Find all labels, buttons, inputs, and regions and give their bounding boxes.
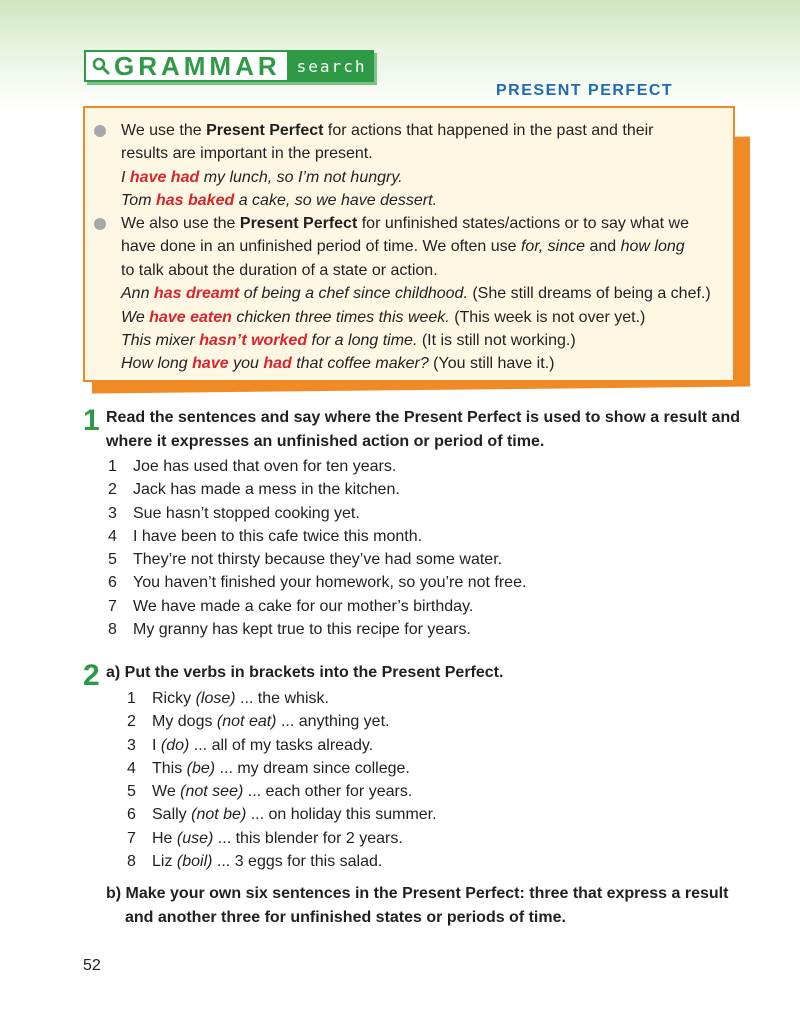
list-item: 5 They’re not thirsty because they’ve had some water. <box>108 551 503 569</box>
instruction-line: Read the sentences and say where the Present Perfect is used to show a result and <box>106 409 740 426</box>
list-item: 4 This (be) ... my dream since college. <box>127 759 410 777</box>
exercise-2-list <box>127 687 437 873</box>
list-item: 8 My granny has kept true to this recipe for years. <box>108 621 471 639</box>
magnifier-icon <box>92 57 110 75</box>
grammar-search-logo <box>84 50 374 82</box>
list-item: 7 We have made a cake for our mother’s birthday. <box>108 597 474 615</box>
rule-2-example-3: This mixer hasn’t worked for a long time. (It is still not working.) <box>121 332 576 350</box>
rule-2 <box>103 212 723 376</box>
rule-2-example-2: We have eaten chicken three times this week. (This week is not over yet.) <box>121 308 646 326</box>
exercise-1-number: 1 <box>83 404 100 437</box>
section-title: PRESENT PERFECT <box>496 82 674 99</box>
rule-1-example-2: Tom has baked a cake, so we have dessert. <box>121 192 438 210</box>
rule-2-line-3: to talk about the duration of a state or action. <box>121 261 438 279</box>
rule-2-line-2: have done in an unfinished period of time. We often use for, since and how long <box>121 238 685 256</box>
rule-2-example-4: How long have you had that coffee maker? (You still have it.) <box>121 355 555 373</box>
exercise-1-list <box>108 455 526 641</box>
list-item: 8 Liz (boil) ... 3 eggs for this salad. <box>127 853 383 871</box>
rule-1 <box>103 119 723 213</box>
page-number: 52 <box>83 957 101 974</box>
exercise-2-part-a-instruction: a) Put the verbs in brackets into the Present Perfect. <box>106 664 504 681</box>
exercise-2-number: 2 <box>83 659 100 692</box>
list-item: 6 You haven’t finished your homework, so you’re not free. <box>108 574 527 592</box>
logo-search-label: search <box>296 56 367 76</box>
list-item: 3 I (do) ... all of my tasks already. <box>127 736 374 754</box>
list-item: 1 Joe has used that oven for ten years. <box>108 458 397 475</box>
instruction-line: and another three for unfinished states or periods of time. <box>125 908 566 926</box>
instruction-line: b) Make your own six sentences in the Present Perfect: three that express a result <box>106 885 729 902</box>
logo-left-panel <box>84 50 287 82</box>
logo-word: GRAMMAR <box>114 51 281 81</box>
rule-2-line-1: We also use the Present Perfect for unfinished states/actions or to say what we <box>121 215 690 232</box>
bullet-dot <box>94 218 106 230</box>
rule-2-example-1: Ann has dreamt of being a chef since childhood. (She still dreams of being a chef.) <box>121 285 711 303</box>
list-item: 3 Sue hasn’t stopped cooking yet. <box>108 504 360 522</box>
list-item: 4 I have been to this cafe twice this month. <box>108 527 423 545</box>
logo-right-panel <box>287 50 375 82</box>
exercise-2-part-b-instruction <box>106 882 728 929</box>
list-item: 2 My dogs (not eat) ... anything yet. <box>127 713 390 731</box>
bullet-dot <box>94 125 106 137</box>
list-item: 1 Ricky (lose) ... the whisk. <box>127 690 329 707</box>
exercise-1-instruction <box>106 406 740 453</box>
instruction-line: where it expresses an unfinished action or period of time. <box>106 432 545 450</box>
rule-1-example-1: I have had my lunch, so I’m not hungry. <box>121 168 403 186</box>
list-item: 2 Jack has made a mess in the kitchen. <box>108 481 400 499</box>
list-item: 5 We (not see) ... each other for years. <box>127 783 413 801</box>
list-item: 6 Sally (not be) ... on holiday this summer. <box>127 806 437 824</box>
list-item: 7 He (use) ... this blender for 2 years. <box>127 829 403 847</box>
grammar-rule-box <box>83 106 735 382</box>
rule-1-line-2: results are important in the present. <box>121 145 373 163</box>
rule-1-line-1: We use the Present Perfect for actions that happened in the past and their <box>121 122 654 139</box>
